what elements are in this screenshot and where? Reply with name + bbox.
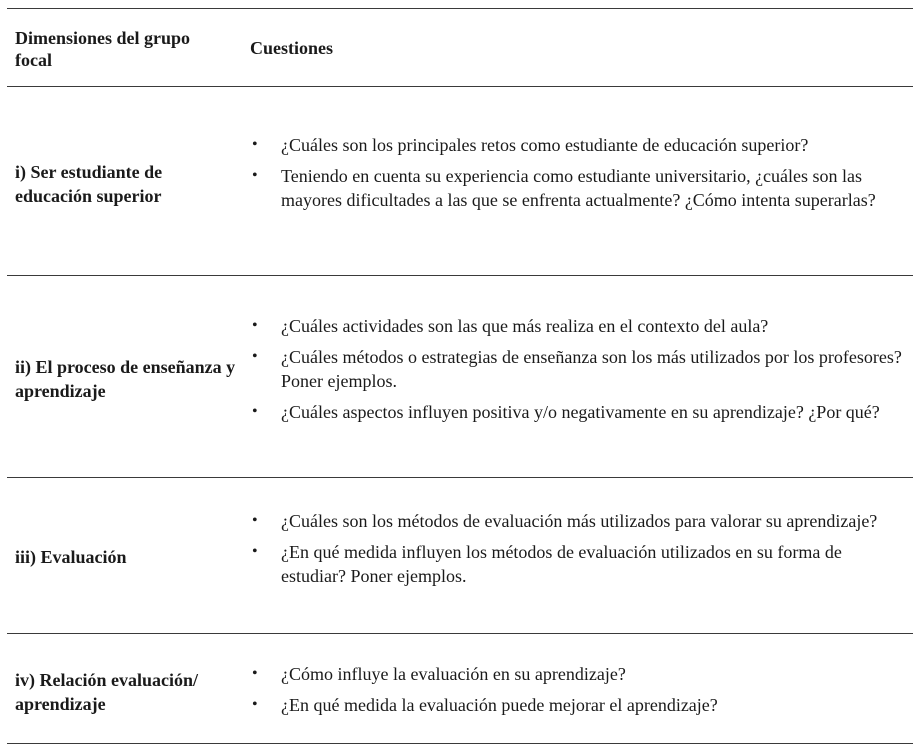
question-item — [252, 345, 907, 393]
table-bottom-rule — [7, 743, 913, 744]
question-text: Teniendo en cuenta su experiencia como estudiante universitario, ¿cuáles son las mayores dificultades a las que se enfrenta actualmente? ¿Cómo intenta superarlas? — [281, 166, 876, 210]
bullet-icon: • — [252, 696, 258, 713]
question-list — [252, 662, 907, 717]
question-item — [252, 540, 907, 588]
question-text: ¿Cuáles son los principales retos como estudiante de educación superior? — [281, 135, 809, 155]
question-text: ¿Cuáles métodos o estrategias de enseñanza son los más utilizados por los profesores? Poner ejemplos. — [281, 347, 902, 391]
bullet-icon: • — [252, 317, 258, 334]
bullet-icon: • — [252, 512, 258, 529]
question-list — [252, 133, 907, 212]
question-text: ¿Cuáles aspectos influyen positiva y/o negativamente en su aprendizaje? ¿Por qué? — [281, 402, 880, 422]
question-text: ¿Cómo influye la evaluación en su aprendizaje? — [281, 664, 626, 684]
question-list — [252, 509, 907, 588]
column-header-questions: Cuestiones — [250, 38, 334, 58]
question-list — [252, 314, 907, 424]
question-item — [252, 509, 907, 533]
question-text: ¿Cuáles son los métodos de evaluación más utilizados para valorar su aprendizaje? — [281, 511, 878, 531]
question-item — [252, 164, 907, 212]
bullet-icon: • — [252, 543, 258, 560]
row-divider — [7, 275, 913, 276]
question-text: ¿Cuáles actividades son las que más realiza en el contexto del aula? — [281, 316, 769, 336]
bullet-icon: • — [252, 665, 258, 682]
question-item — [252, 662, 907, 686]
dimension-label: iii) Evaluación — [15, 547, 127, 567]
row-divider — [7, 633, 913, 634]
question-item — [252, 693, 907, 717]
bullet-icon: • — [252, 136, 258, 153]
bullet-icon: • — [252, 348, 258, 365]
dimension-label: iv) Relación evaluación/ aprendizaje — [15, 670, 198, 714]
dimension-label: ii) El proceso de enseñanza y aprendizaje — [15, 357, 236, 401]
question-item — [252, 400, 907, 424]
row-divider — [7, 477, 913, 478]
header-bottom-rule — [7, 86, 913, 87]
question-text: ¿En qué medida la evaluación puede mejorar el aprendizaje? — [281, 695, 718, 715]
bullet-icon: • — [252, 403, 258, 420]
question-text: ¿En qué medida influyen los métodos de evaluación utilizados en su forma de estudiar? Poner ejemplos. — [281, 542, 842, 586]
question-item — [252, 314, 907, 338]
dimension-label: i) Ser estudiante de educación superior — [15, 162, 163, 206]
column-header-dimensions: Dimensiones del grupo focal — [15, 28, 191, 70]
table-top-rule — [7, 8, 913, 9]
question-item — [252, 133, 907, 157]
bullet-icon: • — [252, 167, 258, 184]
